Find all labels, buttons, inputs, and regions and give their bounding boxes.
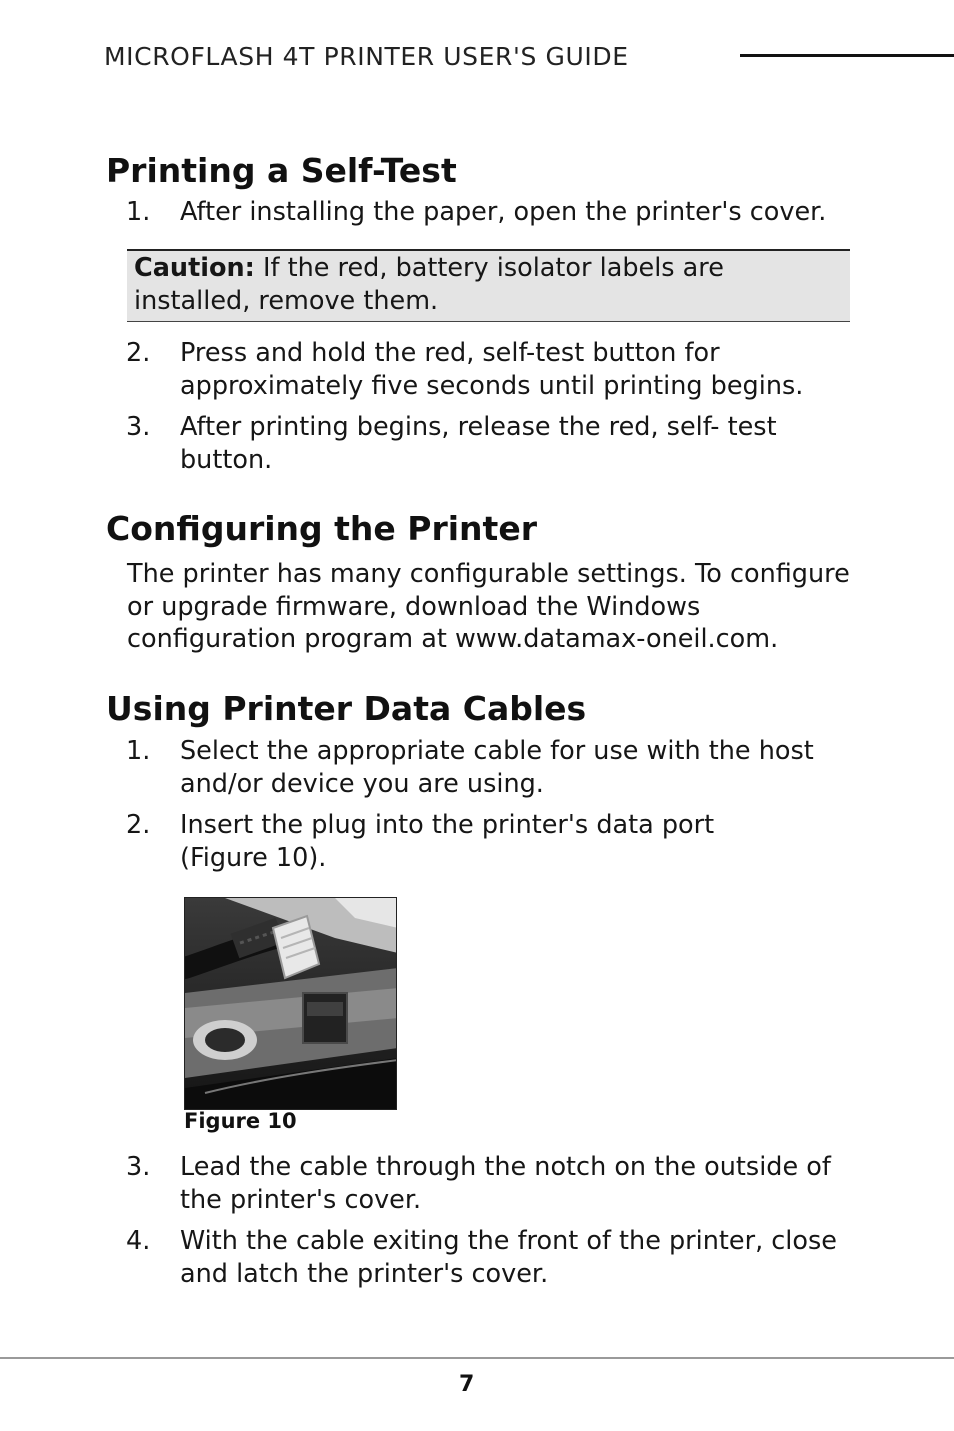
- printer-data-port-photo-icon: [185, 898, 397, 1110]
- figure-caption: Figure 10: [184, 1109, 297, 1133]
- step-number: 4.: [126, 1226, 151, 1256]
- header-rule: [740, 54, 954, 57]
- step-text: Insert the plug into the printer's data port (Figure 10).: [180, 810, 715, 873]
- caution-label: Caution:: [134, 253, 255, 283]
- caution-text: [134, 252, 834, 317]
- step-number: 2.: [126, 810, 151, 840]
- caution-box: [127, 249, 850, 322]
- section-heading-data-cables: Using Printer Data Cables: [106, 689, 587, 728]
- step-text: Press and hold the red, self-test button for approximately five seconds until printing begins.: [180, 338, 804, 401]
- configuring-paragraph: The printer has many configurable settings. To configure or upgrade firmware, download the Windows configuration program at www.datamax-oneil.com.: [127, 559, 850, 654]
- step-text: Select the appropriate cable for use with the host and/or device you are using.: [180, 736, 814, 799]
- running-header: MICROFLASH 4T PRINTER USER'S GUIDE: [104, 42, 629, 71]
- page-number: 7: [459, 1372, 475, 1397]
- step-number: 3.: [126, 1152, 151, 1182]
- step-number: 1.: [126, 197, 151, 227]
- footer-rule: [0, 1357, 954, 1359]
- step-text: After printing begins, release the red, self- test button.: [180, 412, 777, 475]
- step-text: After installing the paper, open the printer's cover.: [180, 197, 827, 227]
- figure-image: [184, 897, 397, 1110]
- section-heading-configuring: Configuring the Printer: [106, 509, 537, 548]
- section-heading-self-test: Printing a Self-Test: [106, 151, 457, 190]
- step-number: 3.: [126, 412, 151, 442]
- step-number: 2.: [126, 338, 151, 368]
- step-text: With the cable exiting the front of the printer, close and latch the printer's cover.: [180, 1226, 837, 1289]
- step-text: Lead the cable through the notch on the outside of the printer's cover.: [180, 1152, 831, 1215]
- step-number: 1.: [126, 736, 151, 766]
- caution-body: If the red, battery isolator labels are installed, remove them.: [134, 253, 724, 316]
